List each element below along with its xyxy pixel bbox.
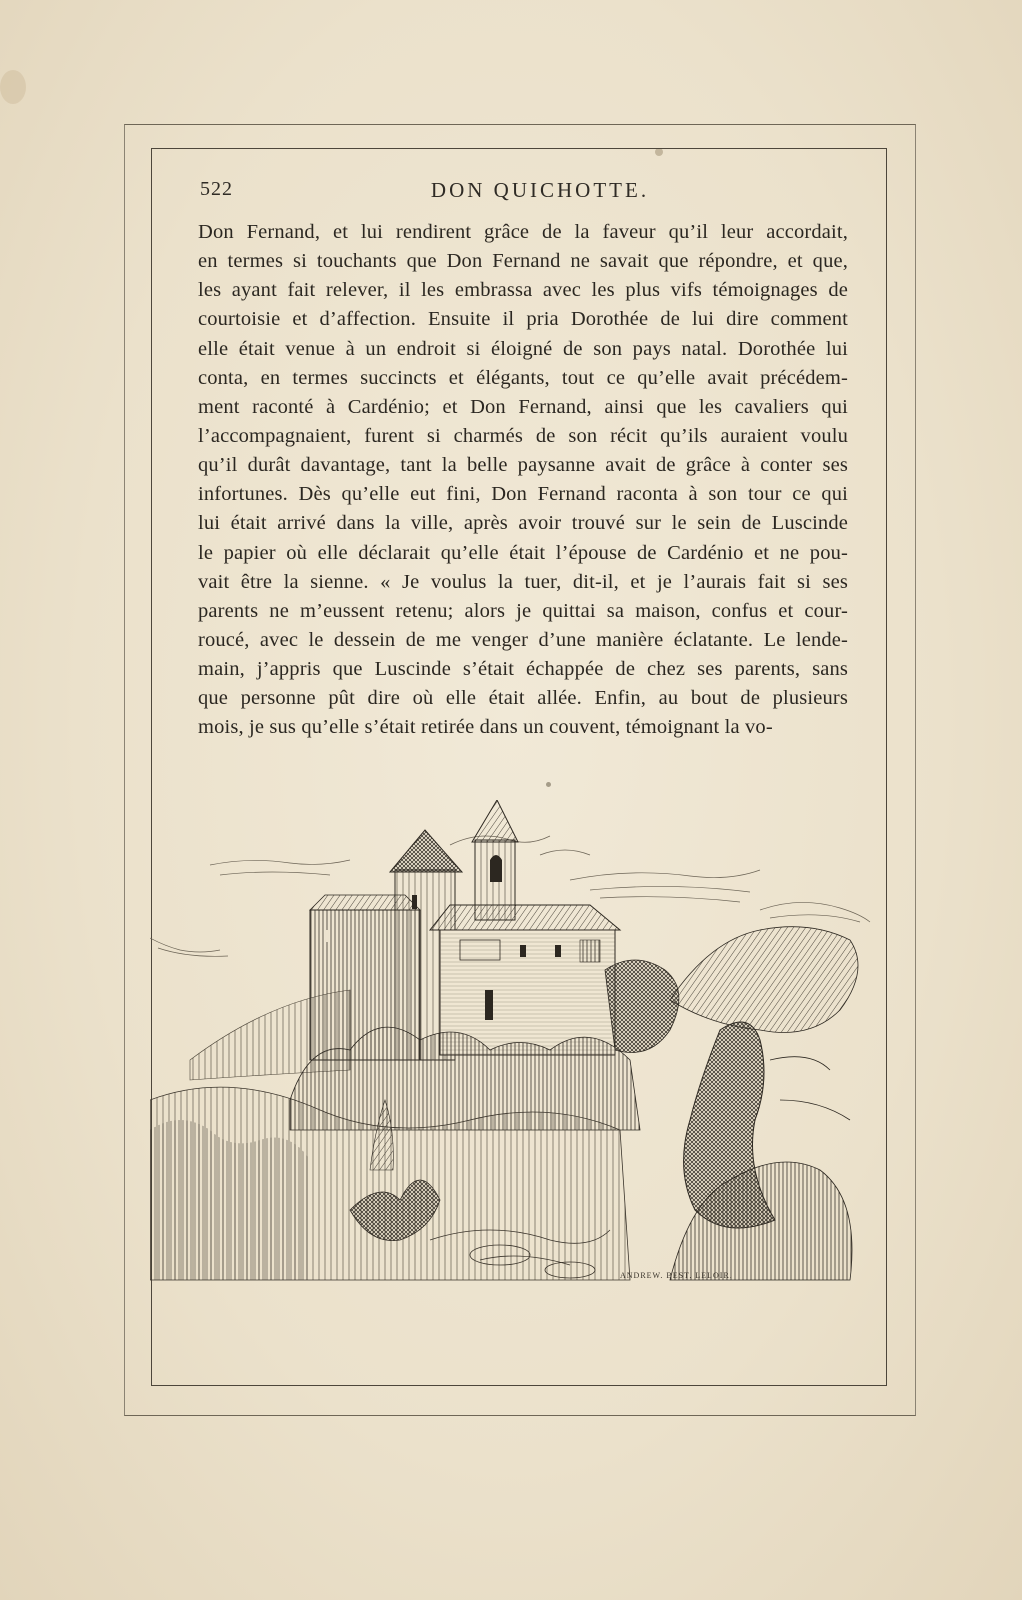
text-line: lui était arrivé dans la ville, après avoir trouvé sur le sein de Luscinde — [198, 512, 848, 535]
text-line: courtoisie et d’affection. Ensuite il pria Dorothée de lui dire comment — [198, 308, 848, 331]
body-text — [198, 218, 848, 743]
bell-tower — [472, 800, 518, 920]
text-line: Don Fernand, et lui rendirent grâce de la faveur qu’il leur accordait, — [198, 221, 848, 243]
text-line: en termes si touchants que Don Fernand ne savait que répondre, et que, — [198, 250, 848, 273]
text-line: ment raconté à Cardénio; et Don Fernand, ainsi que les cavaliers qui — [198, 395, 848, 418]
text-line: mois, je sus qu’elle s’était retirée dans un couvent, témoignant la vo- — [198, 716, 773, 739]
text-line: parents ne m’eussent retenu; alors je quittai sa maison, confus et cour- — [198, 599, 848, 622]
page-number: 522 — [200, 178, 233, 200]
book-title: DON QUICHOTTE. — [430, 178, 650, 202]
gnarled-tree — [670, 927, 858, 1280]
text-line: vait être la sienne. « Je voulus la tuer, dit-il, et je l’aurais fait si ses — [198, 570, 848, 593]
engraver-signature: ANDREW. BEST. LELOIR. — [620, 1271, 733, 1280]
text-line: elle était venue à un endroit si éloigné de son pays natal. Dorothée lui — [198, 337, 848, 360]
text-line: le papier où elle déclarait qu’elle était l’épouse de Cardénio et ne pou- — [198, 541, 848, 564]
text-line: roucé, avec le dessein de me venger d’une manière éclatante. Le lende- — [198, 628, 848, 651]
text-line: les ayant fait relever, il les embrassa avec les plus vifs témoignages de — [198, 279, 848, 302]
text-line: infortunes. Dès qu’elle eut fini, Don Fernand raconta à son tour ce qui — [198, 483, 848, 506]
paper-stain — [0, 70, 26, 104]
text-line: conta, en termes succincts et élégants, tout ce qu’elle avait précédem- — [198, 366, 848, 389]
engraving-castle-landscape — [150, 800, 890, 1320]
running-head — [200, 178, 840, 208]
text-line: que personne pût dire où elle était allée. Enfin, au bout de plusieurs — [198, 687, 848, 710]
text-line: l’accompagnaient, furent si charmés de son récit qu’ils auraient voulu — [198, 424, 848, 447]
text-line: qu’il durât davantage, tant la belle paysanne avait de grâce à conter ses — [198, 454, 848, 477]
text-line: main, j’appris que Luscinde s’était échappée de chez ses parents, sans — [198, 658, 848, 681]
